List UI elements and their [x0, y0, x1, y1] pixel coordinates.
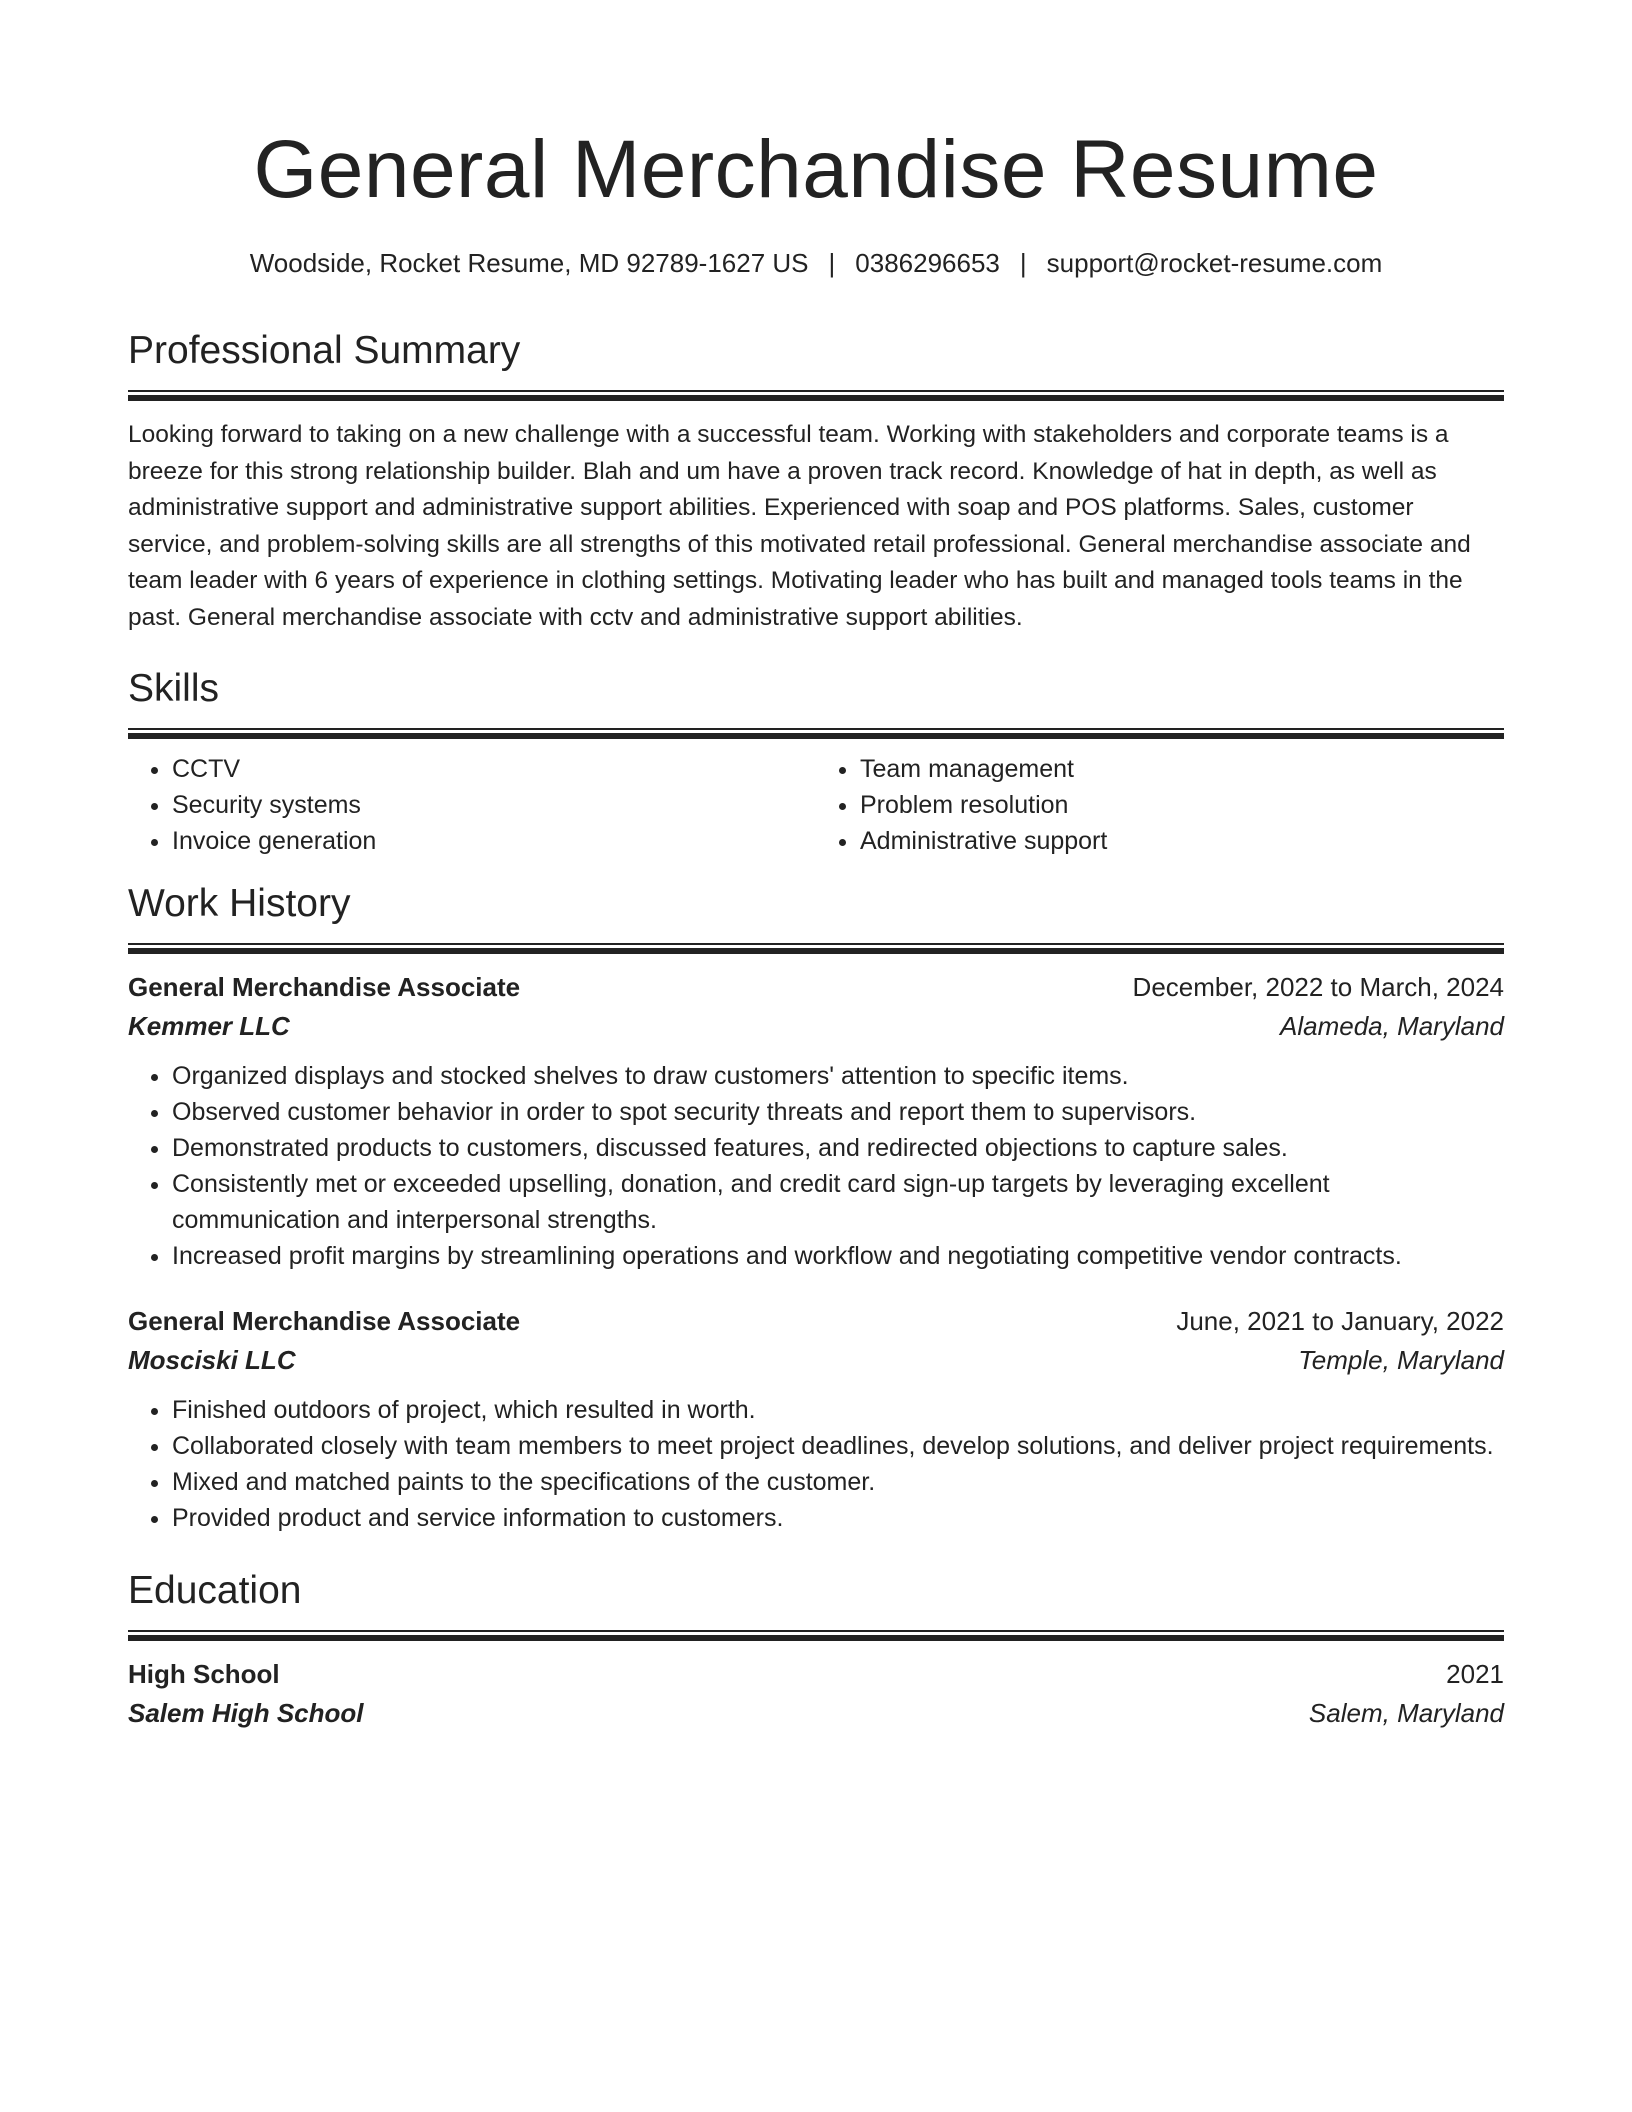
- education-header-row: [128, 1655, 1504, 1693]
- job-header-row: [128, 1302, 1504, 1340]
- job-bullet: • Organized displays and stocked shelves to draw customers' attention to specific items.: [172, 1058, 1504, 1094]
- section-divider: [128, 943, 1504, 954]
- job-company-row: [128, 1340, 1504, 1380]
- skills-list: [128, 751, 1504, 859]
- job-company: Kemmer LLC: [128, 1011, 290, 1041]
- job-title: General Merchandise Associate: [128, 972, 521, 1002]
- contact-separator: |: [1019, 248, 1027, 278]
- job-bullet: • Finished outdoors of project, which resulted in worth.: [172, 1392, 1504, 1428]
- job-company: Mosciski LLC: [128, 1345, 296, 1375]
- resume-title: General Merchandise Resume: [253, 124, 1379, 215]
- job-bullet: • Increased profit margins by streamlining operations and workflow and negotiating competitive vendor contracts.: [172, 1238, 1504, 1274]
- education-entry: [128, 1655, 1504, 1733]
- contact-phone: 0386296653: [855, 248, 1000, 278]
- job-title: General Merchandise Associate: [128, 1306, 521, 1336]
- skills-section: [128, 664, 1504, 859]
- skill-item: • Administrative support: [860, 823, 1504, 859]
- job-dates: December, 2022 to March, 2024: [1132, 972, 1504, 1002]
- section-divider: [128, 1630, 1504, 1641]
- education-degree: High School: [128, 1659, 280, 1689]
- skills-column-right: [816, 751, 1504, 859]
- education-heading: Education: [128, 1569, 302, 1612]
- contact-email: support@rocket-resume.com: [1046, 248, 1383, 278]
- contact-line: [128, 246, 1504, 280]
- skills-heading: Skills: [128, 667, 220, 710]
- skill-item: • Security systems: [172, 787, 816, 823]
- summary-text: Looking forward to taking on a new challenge with a successful team. Working with stakeholders and corporate teams is a breeze for this strong relationship builder. Blah and um have a proven track record. Knowledge of hat in depth, as well as administrative support and administrative support abilities. Experienced with soap and POS platforms. Sales, customer service, and problem-solving skills are all strengths of this motivated retail professional. General merchandise associate and team leader with 6 years of experience in clothing settings. Motivating leader who has built and managed tools teams in the past. General merchandise associate with cctv and administrative support abilities.: [128, 421, 1471, 631]
- contact-separator: |: [828, 248, 836, 278]
- job-location: Temple, Maryland: [1298, 1345, 1504, 1375]
- job-bullet: • Consistently met or exceeded upselling, donation, and credit card sign-up targets by leveraging excellent communication and interpersonal strengths.: [172, 1166, 1504, 1238]
- work-history-section: [128, 879, 1504, 1536]
- skill-item: • Team management: [860, 751, 1504, 787]
- education-year: 2021: [1446, 1659, 1504, 1689]
- job-company-row: [128, 1006, 1504, 1046]
- job-bullet: • Demonstrated products to customers, discussed features, and redirected objections to capture sales.: [172, 1130, 1504, 1166]
- job-entry: [128, 968, 1504, 1274]
- skills-column-left: [128, 751, 816, 859]
- skill-item: • Invoice generation: [172, 823, 816, 859]
- summary-heading: Professional Summary: [128, 329, 521, 372]
- education-school: Salem High School: [128, 1698, 364, 1728]
- job-bullet: • Observed customer behavior in order to spot security threats and report them to supervisors.: [172, 1094, 1504, 1130]
- job-bullet: • Collaborated closely with team members to meet project deadlines, develop solutions, and deliver project requirements.: [172, 1428, 1504, 1464]
- summary-section: [128, 326, 1504, 636]
- contact-address: Woodside, Rocket Resume, MD 92789-1627 US: [249, 248, 809, 278]
- education-section: [128, 1566, 1504, 1733]
- job-bullet: • Mixed and matched paints to the specifications of the customer.: [172, 1464, 1504, 1500]
- job-entry: [128, 1302, 1504, 1536]
- section-divider: [128, 728, 1504, 739]
- section-divider: [128, 390, 1504, 401]
- job-dates: June, 2021 to January, 2022: [1176, 1306, 1504, 1336]
- education-location: Salem, Maryland: [1308, 1698, 1504, 1728]
- job-bullet: • Provided product and service information to customers.: [172, 1500, 1504, 1536]
- skill-item: • Problem resolution: [860, 787, 1504, 823]
- education-school-row: [128, 1693, 1504, 1733]
- job-location: Alameda, Maryland: [1280, 1011, 1504, 1041]
- skill-item: • CCTV: [172, 751, 816, 787]
- work-history-heading: Work History: [128, 882, 351, 925]
- job-bullets: [128, 1058, 1504, 1274]
- job-header-row: [128, 968, 1504, 1006]
- job-bullets: [128, 1392, 1504, 1536]
